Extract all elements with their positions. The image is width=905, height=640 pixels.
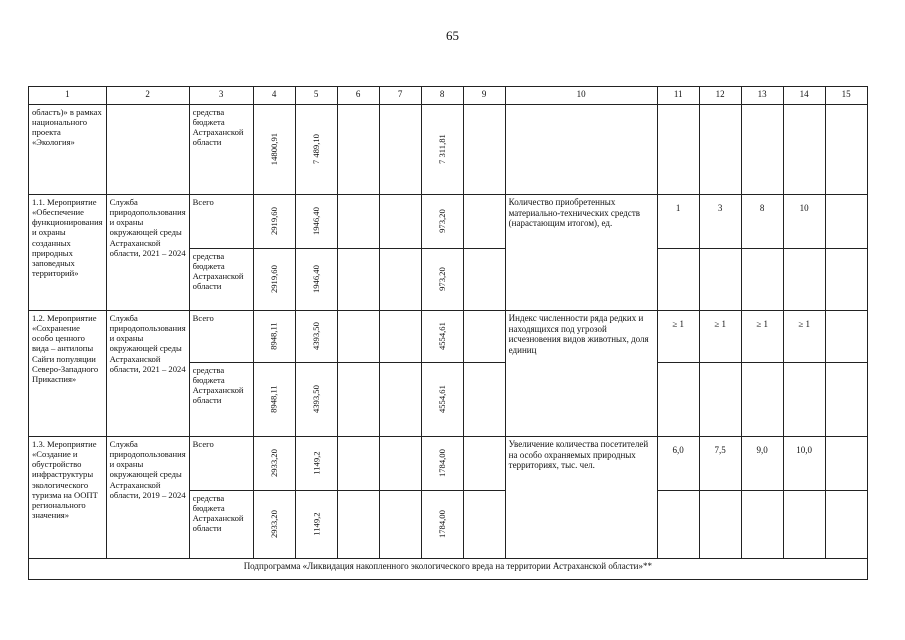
target-cell [825, 105, 867, 195]
amount-cell [463, 437, 505, 491]
target-cell [783, 249, 825, 311]
funding-total-label: Всего [189, 195, 253, 249]
target-cell [825, 363, 867, 437]
amount-cell: 7 311,81 [421, 105, 463, 195]
amount-cell [463, 105, 505, 195]
amount-cell: 1149,2 [295, 491, 337, 559]
amount-cell [337, 491, 379, 559]
target-cell [699, 491, 741, 559]
amount-cell: 973,20 [421, 195, 463, 249]
amount-cell [463, 363, 505, 437]
amount-cell [337, 437, 379, 491]
indicator-text: Количество приобретенных материально-технических средств (нарастающим итогом), ед. [505, 195, 657, 311]
column-header: 5 [295, 87, 337, 105]
column-header: 2 [106, 87, 189, 105]
column-header: 11 [657, 87, 699, 105]
executor: Служба природопользования и охраны окружающей среды Астраханской области, 2021 – 2024 [106, 311, 189, 437]
target-value: 1 [657, 195, 699, 249]
amount-cell [337, 249, 379, 311]
target-value: 3 [699, 195, 741, 249]
column-header: 12 [699, 87, 741, 105]
activity-name: 1.1. Мероприятие «Обеспечение функционирования и охраны созданных природных заповедных территорий» [29, 195, 107, 311]
amount-cell: 8948,11 [253, 363, 295, 437]
amount-cell [463, 249, 505, 311]
amount-cell: 4393,50 [295, 311, 337, 363]
amount-cell: 1784,00 [421, 437, 463, 491]
amount-cell [337, 311, 379, 363]
amount-cell: 8948,11 [253, 311, 295, 363]
amount-cell: 1946,40 [295, 249, 337, 311]
activity-name: 1.2. Мероприятие «Сохранение особо ценного вида – антилопы Сайги популяции Северо-Западного Прикаспия» [29, 311, 107, 437]
amount-cell: 7 489,10 [295, 105, 337, 195]
subprogram-title: Подпрограмма «Ликвидация накопленного экологического вреда на территории Астраханской области»** [29, 559, 868, 580]
target-value: ≥ 1 [783, 311, 825, 363]
column-number-row [29, 87, 868, 105]
target-cell [741, 363, 783, 437]
target-cell [657, 491, 699, 559]
target-value: 8 [741, 195, 783, 249]
amount-cell [379, 195, 421, 249]
target-cell [657, 363, 699, 437]
amount-cell [337, 363, 379, 437]
executor: Служба природопользования и охраны окружающей среды Астраханской области, 2021 – 2024 [106, 195, 189, 311]
target-cell [699, 105, 741, 195]
table-row [29, 105, 868, 195]
amount-cell: 2919,60 [253, 195, 295, 249]
amount-cell [463, 195, 505, 249]
target-value: ≥ 1 [657, 311, 699, 363]
target-cell [657, 105, 699, 195]
amount-cell [379, 363, 421, 437]
amount-cell: 2933,20 [253, 437, 295, 491]
indicator-cell [505, 105, 657, 195]
activity-name: областъ)» в рамках национального проекта «Экология» [29, 105, 107, 195]
column-header: 4 [253, 87, 295, 105]
funding-source: средства бюджета Астраханской области [189, 105, 253, 195]
indicator-text: Увеличение количества посетителей на особо охраняемых природных территориях, тыс. чел. [505, 437, 657, 559]
amount-cell [337, 105, 379, 195]
amount-cell: 1149,2 [295, 437, 337, 491]
target-cell [783, 363, 825, 437]
activity-name: 1.3. Мероприятие «Создание и обустройство инфраструктуры экологического туризма на ООПТ регионального значения» [29, 437, 107, 559]
table-row [29, 311, 868, 363]
indicator-text: Индекс численности ряда редких и находящихся под угрозой исчезновения видов животных, доля единиц [505, 311, 657, 437]
amount-cell: 4393,50 [295, 363, 337, 437]
target-cell [825, 311, 867, 363]
column-header: 1 [29, 87, 107, 105]
amount-cell [463, 311, 505, 363]
column-header: 14 [783, 87, 825, 105]
executor-cell [106, 105, 189, 195]
table-row [29, 437, 868, 491]
funding-source: средства бюджета Астраханской области [189, 249, 253, 311]
executor: Служба природопользования и охраны окружающей среды Астраханской области, 2019 – 2024 [106, 437, 189, 559]
target-value: ≥ 1 [699, 311, 741, 363]
target-value: 10 [783, 195, 825, 249]
target-value: 10,0 [783, 437, 825, 491]
amount-cell [379, 311, 421, 363]
program-table [28, 86, 868, 580]
amount-cell [379, 491, 421, 559]
target-value: 7,5 [699, 437, 741, 491]
target-value: 9,0 [741, 437, 783, 491]
target-cell [741, 491, 783, 559]
target-cell [825, 249, 867, 311]
amount-cell [463, 491, 505, 559]
amount-cell: 1784,00 [421, 491, 463, 559]
column-header: 13 [741, 87, 783, 105]
target-cell [699, 249, 741, 311]
target-cell [657, 249, 699, 311]
target-cell [825, 437, 867, 491]
amount-cell: 973,20 [421, 249, 463, 311]
subprogram-row [29, 559, 868, 580]
funding-source: средства бюджета Астраханской области [189, 363, 253, 437]
amount-cell: 4554,61 [421, 311, 463, 363]
funding-total-label: Всего [189, 437, 253, 491]
amount-cell: 1946,40 [295, 195, 337, 249]
amount-cell [379, 437, 421, 491]
amount-cell [379, 249, 421, 311]
target-value: ≥ 1 [741, 311, 783, 363]
target-cell [783, 491, 825, 559]
funding-total-label: Всего [189, 311, 253, 363]
column-header: 6 [337, 87, 379, 105]
target-value: 6,0 [657, 437, 699, 491]
column-header: 10 [505, 87, 657, 105]
column-header: 7 [379, 87, 421, 105]
table-row [29, 195, 868, 249]
target-cell [741, 249, 783, 311]
target-cell [825, 195, 867, 249]
amount-cell: 4554,61 [421, 363, 463, 437]
amount-cell: 2919,60 [253, 249, 295, 311]
amount-cell [337, 195, 379, 249]
amount-cell: 2933,20 [253, 491, 295, 559]
column-header: 9 [463, 87, 505, 105]
target-cell [825, 491, 867, 559]
target-cell [699, 363, 741, 437]
column-header: 3 [189, 87, 253, 105]
page-number: 65 [446, 28, 459, 43]
amount-cell [379, 105, 421, 195]
column-header: 8 [421, 87, 463, 105]
target-cell [741, 105, 783, 195]
amount-cell: 14800,91 [253, 105, 295, 195]
funding-source: средства бюджета Астраханской области [189, 491, 253, 559]
target-cell [783, 105, 825, 195]
column-header: 15 [825, 87, 867, 105]
